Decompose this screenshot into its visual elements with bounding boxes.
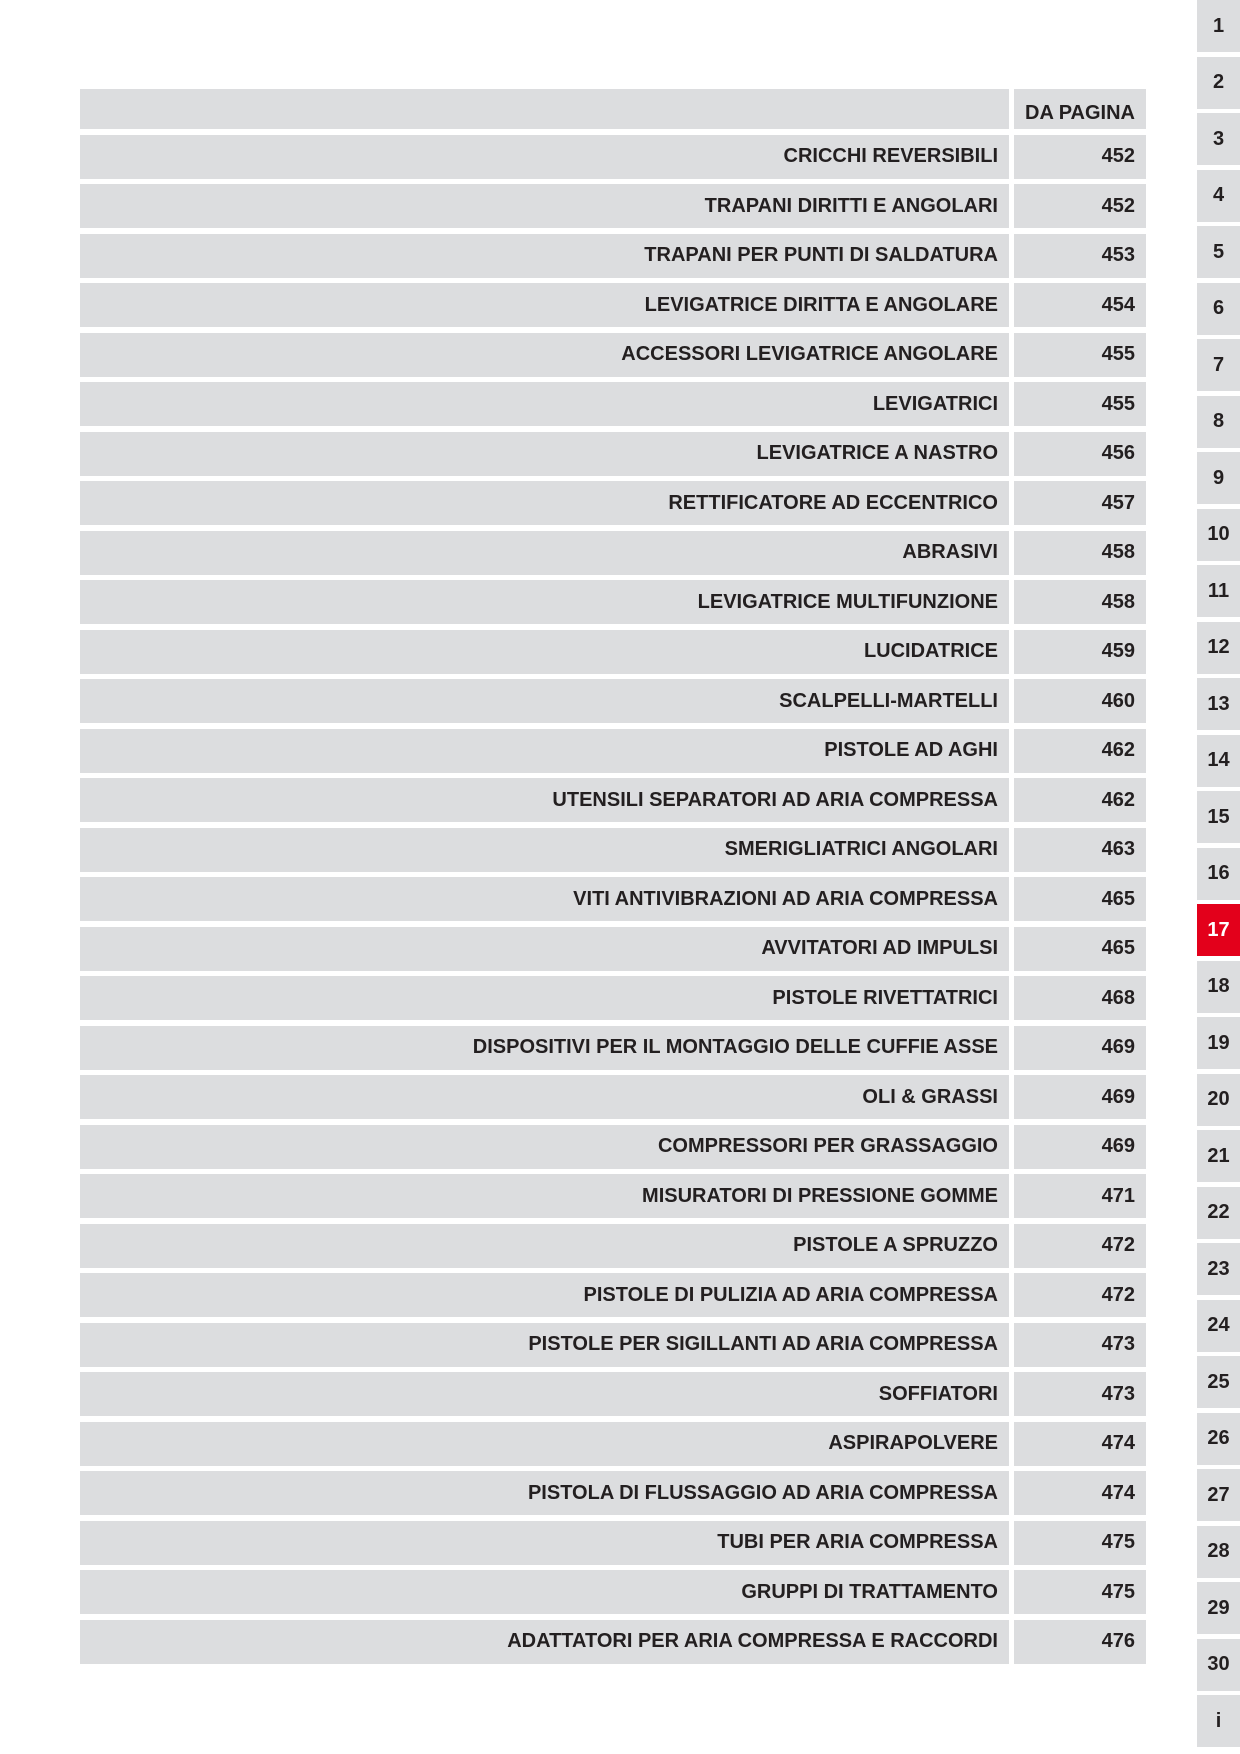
toc-header-page-label: DA PAGINA	[1014, 89, 1146, 129]
toc-entry-title: SOFFIATORI	[80, 1372, 1009, 1416]
toc-entry-title: TUBI PER ARIA COMPRESSA	[80, 1521, 1009, 1565]
toc-entry-title: TRAPANI DIRITTI E ANGOLARI	[80, 184, 1009, 228]
toc-entry-title: ACCESSORI LEVIGATRICE ANGOLARE	[80, 333, 1009, 377]
toc-row[interactable]	[80, 1224, 1146, 1268]
toc-row[interactable]	[80, 927, 1146, 971]
toc-row[interactable]	[80, 976, 1146, 1020]
toc-entry-page: 474	[1014, 1471, 1146, 1515]
chapter-tab-15[interactable]: 15	[1197, 791, 1240, 843]
chapter-tab-1[interactable]: 1	[1197, 0, 1240, 52]
toc-row[interactable]	[80, 1026, 1146, 1070]
toc-entry-page: 459	[1014, 630, 1146, 674]
toc-entry-page: 452	[1014, 135, 1146, 179]
toc-entry-page: 455	[1014, 382, 1146, 426]
toc-row[interactable]	[80, 382, 1146, 426]
toc-entry-title: VITI ANTIVIBRAZIONI AD ARIA COMPRESSA	[80, 877, 1009, 921]
table-of-contents	[80, 89, 1146, 1669]
toc-entry-title: LEVIGATRICE A NASTRO	[80, 432, 1009, 476]
toc-entry-page: 468	[1014, 976, 1146, 1020]
toc-row[interactable]	[80, 432, 1146, 476]
toc-row[interactable]	[80, 630, 1146, 674]
toc-rows	[80, 135, 1146, 1664]
toc-entry-title: SMERIGLIATRICI ANGOLARI	[80, 828, 1009, 872]
toc-entry-page: 475	[1014, 1521, 1146, 1565]
toc-entry-page: 458	[1014, 531, 1146, 575]
chapter-tab-28[interactable]: 28	[1197, 1526, 1240, 1578]
toc-row[interactable]	[80, 1273, 1146, 1317]
chapter-tab-12[interactable]: 12	[1197, 622, 1240, 674]
toc-entry-title: PISTOLE RIVETTATRICI	[80, 976, 1009, 1020]
chapter-tab-26[interactable]: 26	[1197, 1413, 1240, 1465]
toc-entry-title: GRUPPI DI TRATTAMENTO	[80, 1570, 1009, 1614]
toc-entry-page: 462	[1014, 778, 1146, 822]
toc-row[interactable]	[80, 135, 1146, 179]
toc-entry-title: COMPRESSORI PER GRASSAGGIO	[80, 1125, 1009, 1169]
chapter-tab-21[interactable]: 21	[1197, 1130, 1240, 1182]
chapter-tab-24[interactable]: 24	[1197, 1300, 1240, 1352]
toc-row[interactable]	[80, 1570, 1146, 1614]
toc-entry-page: 455	[1014, 333, 1146, 377]
toc-entry-page: 474	[1014, 1422, 1146, 1466]
toc-row[interactable]	[80, 778, 1146, 822]
chapter-tab-index	[1197, 0, 1240, 1752]
toc-entry-page: 454	[1014, 283, 1146, 327]
toc-entry-page: 460	[1014, 679, 1146, 723]
toc-entry-page: 457	[1014, 481, 1146, 525]
toc-entry-title: OLI & GRASSI	[80, 1075, 1009, 1119]
toc-entry-page: 452	[1014, 184, 1146, 228]
toc-entry-page: 472	[1014, 1273, 1146, 1317]
chapter-tab-5[interactable]: 5	[1197, 226, 1240, 278]
chapter-tab-6[interactable]: 6	[1197, 283, 1240, 335]
toc-entry-title: AVVITATORI AD IMPULSI	[80, 927, 1009, 971]
toc-entry-page: 469	[1014, 1026, 1146, 1070]
toc-row[interactable]	[80, 729, 1146, 773]
chapter-tab-29[interactable]: 29	[1197, 1582, 1240, 1634]
toc-row[interactable]	[80, 580, 1146, 624]
chapter-tab-7[interactable]: 7	[1197, 339, 1240, 391]
toc-entry-title: PISTOLE PER SIGILLANTI AD ARIA COMPRESSA	[80, 1323, 1009, 1367]
chapter-tab-23[interactable]: 23	[1197, 1243, 1240, 1295]
toc-row[interactable]	[80, 283, 1146, 327]
chapter-tab-3[interactable]: 3	[1197, 113, 1240, 165]
toc-entry-page: 465	[1014, 877, 1146, 921]
toc-entry-page: 475	[1014, 1570, 1146, 1614]
chapter-tab-18[interactable]: 18	[1197, 961, 1240, 1013]
toc-entry-page: 465	[1014, 927, 1146, 971]
toc-entry-title: LEVIGATRICE MULTIFUNZIONE	[80, 580, 1009, 624]
chapter-tab-4[interactable]: 4	[1197, 170, 1240, 222]
toc-entry-title: DISPOSITIVI PER IL MONTAGGIO DELLE CUFFIE ASSE	[80, 1026, 1009, 1070]
toc-entry-page: 463	[1014, 828, 1146, 872]
toc-row[interactable]	[80, 679, 1146, 723]
toc-entry-title: PISTOLA DI FLUSSAGGIO AD ARIA COMPRESSA	[80, 1471, 1009, 1515]
toc-entry-title: PISTOLE DI PULIZIA AD ARIA COMPRESSA	[80, 1273, 1009, 1317]
toc-row[interactable]	[80, 1125, 1146, 1169]
chapter-tab-30[interactable]: 30	[1197, 1639, 1240, 1691]
chapter-tab-25[interactable]: 25	[1197, 1356, 1240, 1408]
toc-header-title-cell	[80, 89, 1009, 129]
chapter-tab-i[interactable]: i	[1197, 1695, 1240, 1747]
chapter-tab-10[interactable]: 10	[1197, 509, 1240, 561]
toc-row[interactable]	[80, 1323, 1146, 1367]
toc-entry-title: CRICCHI REVERSIBILI	[80, 135, 1009, 179]
toc-entry-page: 456	[1014, 432, 1146, 476]
toc-entry-title: PISTOLE AD AGHI	[80, 729, 1009, 773]
toc-entry-title: RETTIFICATORE AD ECCENTRICO	[80, 481, 1009, 525]
toc-entry-page: 458	[1014, 580, 1146, 624]
toc-row[interactable]	[80, 184, 1146, 228]
toc-entry-page: 471	[1014, 1174, 1146, 1218]
chapter-tab-27[interactable]: 27	[1197, 1469, 1240, 1521]
toc-entry-title: MISURATORI DI PRESSIONE GOMME	[80, 1174, 1009, 1218]
toc-entry-title: PISTOLE A SPRUZZO	[80, 1224, 1009, 1268]
toc-entry-page: 469	[1014, 1125, 1146, 1169]
toc-row[interactable]	[80, 1471, 1146, 1515]
toc-entry-page: 473	[1014, 1323, 1146, 1367]
toc-row[interactable]	[80, 234, 1146, 278]
toc-row[interactable]	[80, 1075, 1146, 1119]
toc-entry-page: 473	[1014, 1372, 1146, 1416]
toc-entry-title: TRAPANI PER PUNTI DI SALDATURA	[80, 234, 1009, 278]
toc-row[interactable]	[80, 1620, 1146, 1664]
chapter-tab-13[interactable]: 13	[1197, 678, 1240, 730]
toc-entry-title: LEVIGATRICI	[80, 382, 1009, 426]
toc-entry-title: ADATTATORI PER ARIA COMPRESSA E RACCORDI	[80, 1620, 1009, 1664]
toc-entry-page: 476	[1014, 1620, 1146, 1664]
toc-row[interactable]	[80, 333, 1146, 377]
chapter-tab-9[interactable]: 9	[1197, 452, 1240, 504]
toc-entry-page: 462	[1014, 729, 1146, 773]
chapter-tab-22[interactable]: 22	[1197, 1187, 1240, 1239]
toc-entry-page: 469	[1014, 1075, 1146, 1119]
toc-entry-title: UTENSILI SEPARATORI AD ARIA COMPRESSA	[80, 778, 1009, 822]
toc-row[interactable]	[80, 1521, 1146, 1565]
toc-entry-page: 453	[1014, 234, 1146, 278]
chapter-tab-16[interactable]: 16	[1197, 848, 1240, 900]
toc-row[interactable]	[80, 877, 1146, 921]
toc-entry-title: LUCIDATRICE	[80, 630, 1009, 674]
chapter-tab-2[interactable]: 2	[1197, 57, 1240, 109]
chapter-tab-11[interactable]: 11	[1197, 565, 1240, 617]
toc-entry-title: ABRASIVI	[80, 531, 1009, 575]
toc-header-row	[80, 89, 1146, 129]
chapter-tab-14[interactable]: 14	[1197, 735, 1240, 787]
toc-entry-title: ASPIRAPOLVERE	[80, 1422, 1009, 1466]
toc-row[interactable]	[80, 531, 1146, 575]
toc-row[interactable]	[80, 1422, 1146, 1466]
chapter-tab-8[interactable]: 8	[1197, 396, 1240, 448]
toc-entry-title: LEVIGATRICE DIRITTA E ANGOLARE	[80, 283, 1009, 327]
chapter-tab-17[interactable]: 17	[1197, 904, 1240, 956]
chapter-tab-20[interactable]: 20	[1197, 1074, 1240, 1126]
toc-entry-title: SCALPELLI-MARTELLI	[80, 679, 1009, 723]
chapter-tab-19[interactable]: 19	[1197, 1017, 1240, 1069]
toc-entry-page: 472	[1014, 1224, 1146, 1268]
toc-row[interactable]	[80, 1174, 1146, 1218]
toc-row[interactable]	[80, 481, 1146, 525]
toc-row[interactable]	[80, 1372, 1146, 1416]
toc-row[interactable]	[80, 828, 1146, 872]
